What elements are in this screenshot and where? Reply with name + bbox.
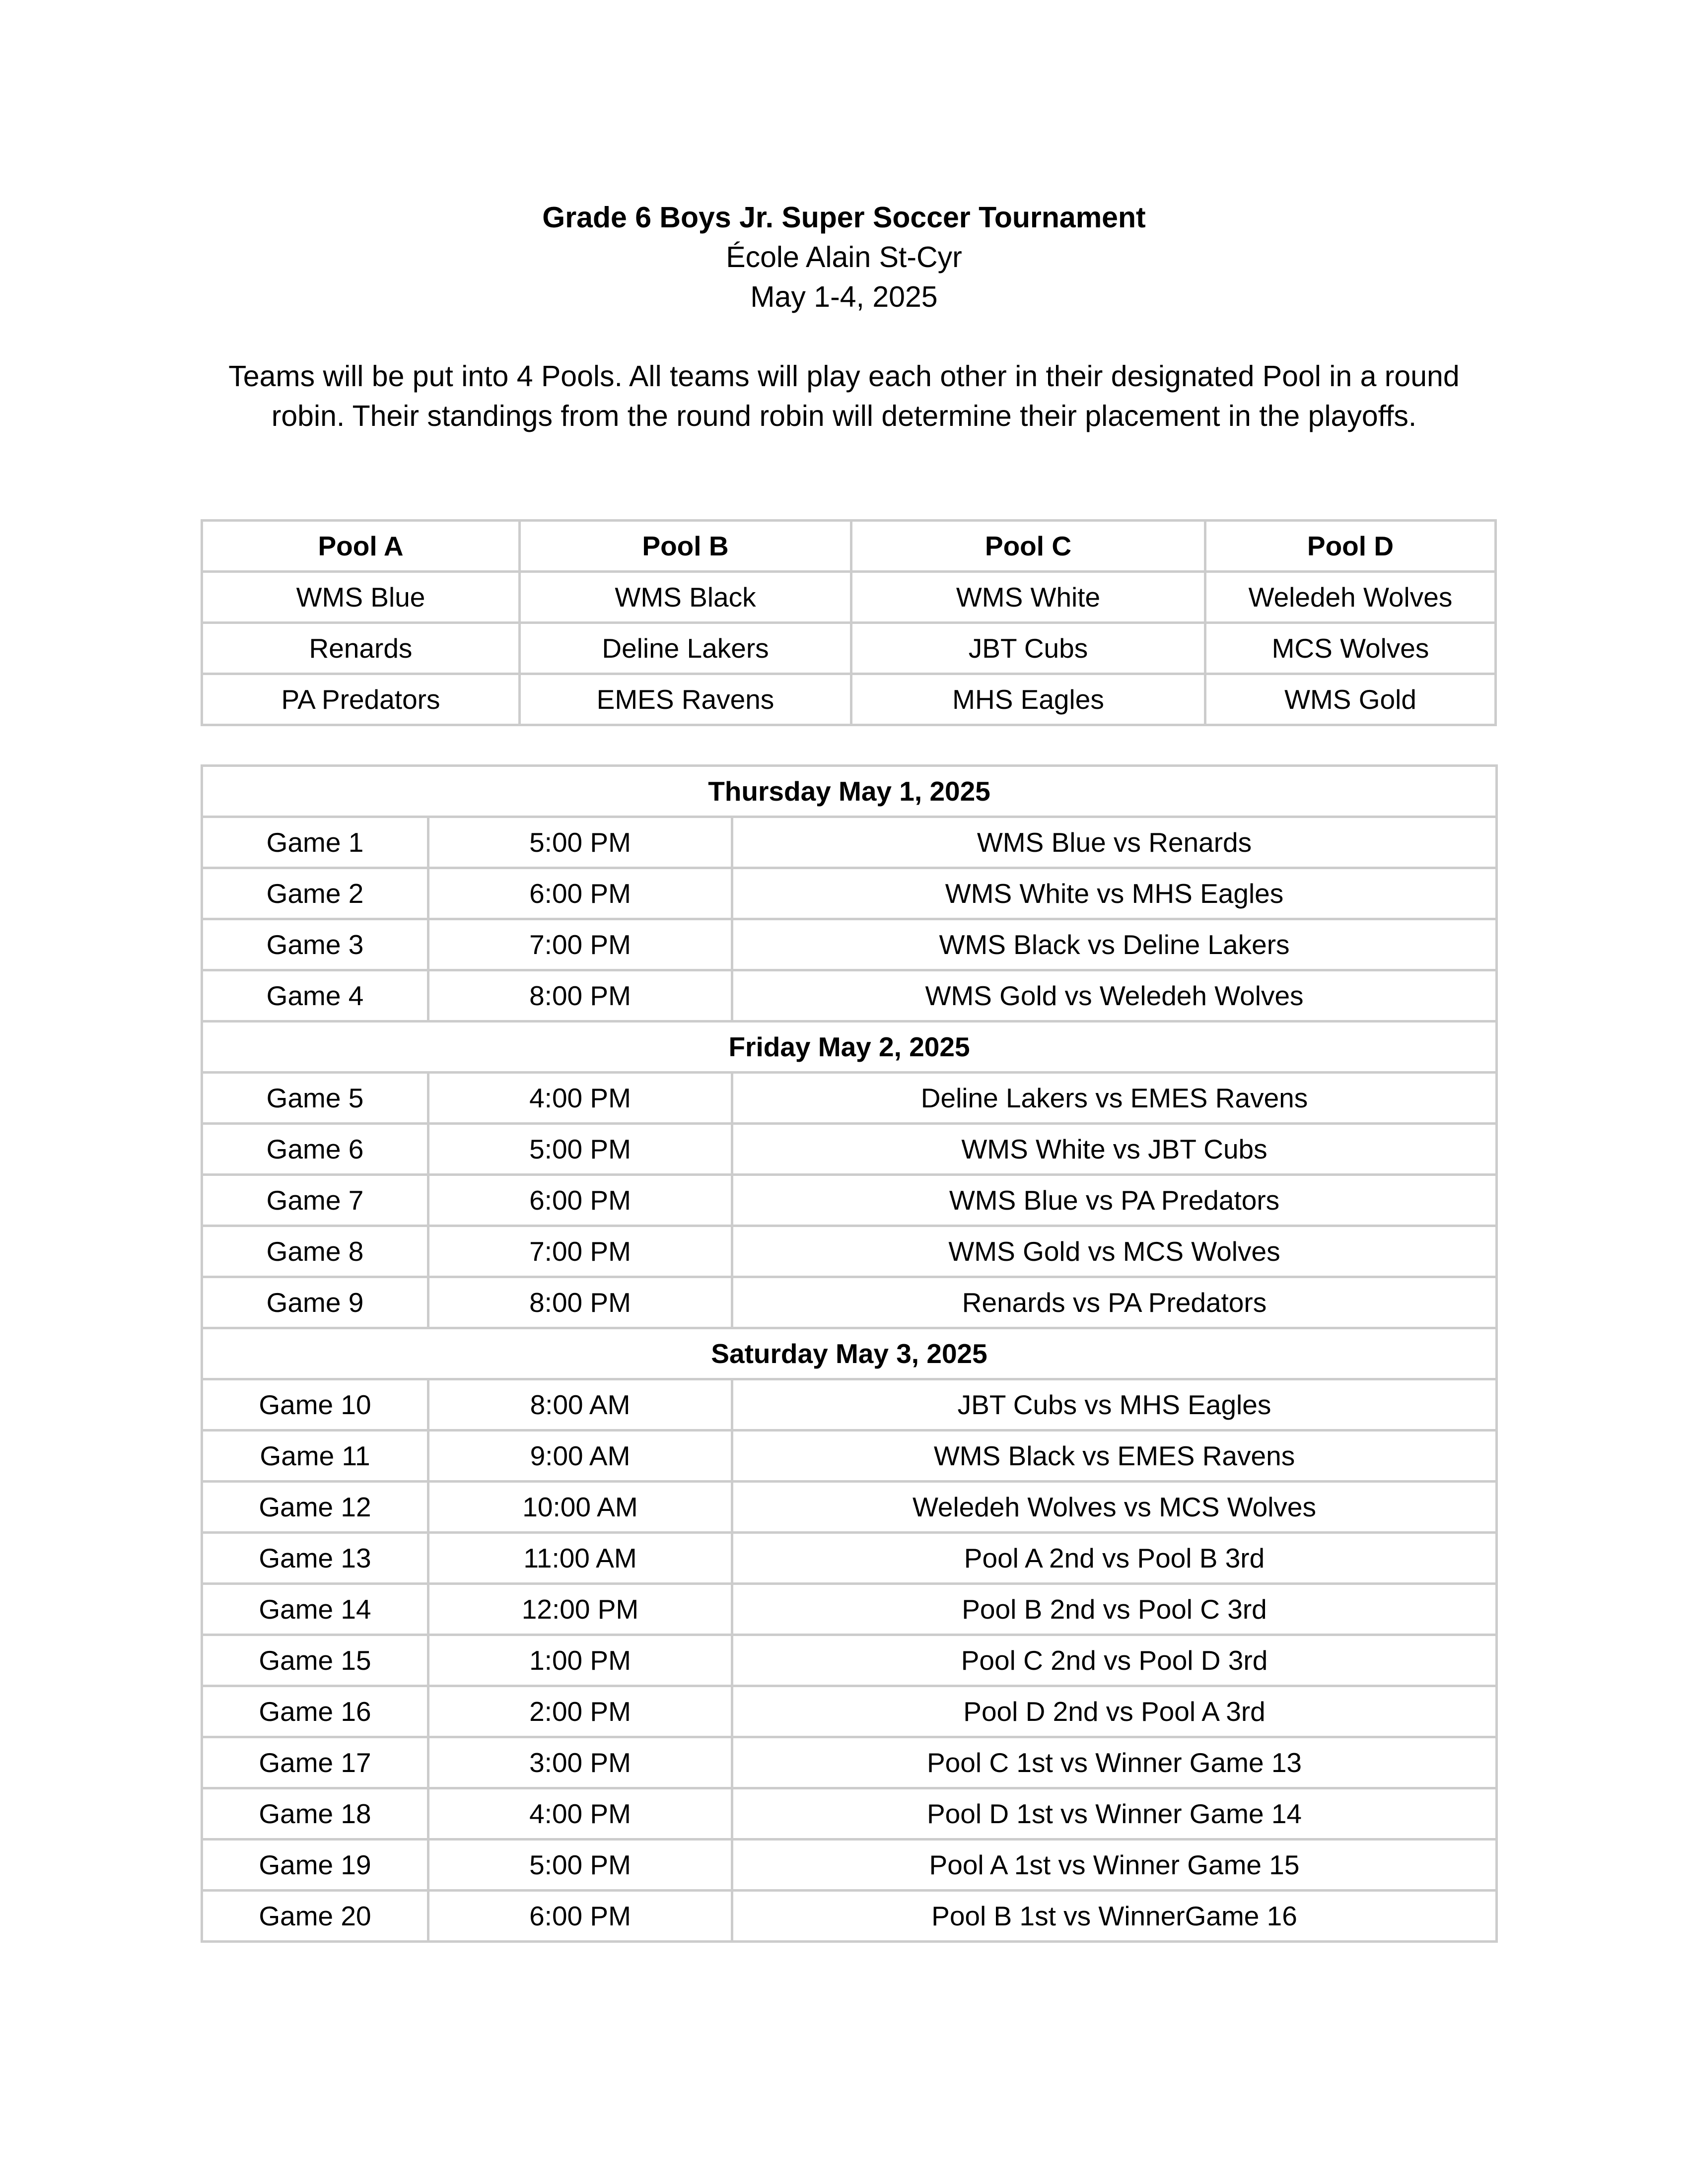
game-number: Game 18 xyxy=(202,1788,428,1840)
game-matchup: Pool A 1st vs Winner Game 15 xyxy=(732,1840,1497,1891)
game-time: 11:00 AM xyxy=(428,1533,732,1584)
pool-header: Pool B xyxy=(520,521,851,572)
game-row xyxy=(202,1431,1497,1482)
game-number: Game 1 xyxy=(202,817,428,868)
day-header-row xyxy=(202,1328,1497,1379)
day-header-row xyxy=(202,1022,1497,1073)
game-time: 10:00 AM xyxy=(428,1482,732,1533)
game-matchup: Pool B 2nd vs Pool C 3rd xyxy=(732,1584,1497,1635)
game-row xyxy=(202,1073,1497,1124)
game-number: Game 10 xyxy=(202,1379,428,1431)
game-row xyxy=(202,1840,1497,1891)
game-row xyxy=(202,1635,1497,1686)
game-number: Game 3 xyxy=(202,919,428,970)
game-matchup: WMS Gold vs Weledeh Wolves xyxy=(732,970,1497,1022)
schedule-body xyxy=(202,766,1497,1942)
game-time: 9:00 AM xyxy=(428,1431,732,1482)
game-row xyxy=(202,970,1497,1022)
game-time: 7:00 PM xyxy=(428,1226,732,1277)
game-time: 5:00 PM xyxy=(428,1124,732,1175)
pool-team-cell: JBT Cubs xyxy=(851,623,1205,674)
game-time: 3:00 PM xyxy=(428,1737,732,1788)
pool-team-cell: MCS Wolves xyxy=(1205,623,1496,674)
game-row xyxy=(202,1124,1497,1175)
game-time: 1:00 PM xyxy=(428,1635,732,1686)
pools-header-row xyxy=(202,521,1496,572)
game-row xyxy=(202,1379,1497,1431)
game-matchup: Pool C 1st vs Winner Game 13 xyxy=(732,1737,1497,1788)
game-row xyxy=(202,919,1497,970)
game-row xyxy=(202,868,1497,919)
schedule-table xyxy=(201,764,1498,1943)
day-header-row xyxy=(202,766,1497,817)
pool-header: Pool D xyxy=(1205,521,1496,572)
game-number: Game 19 xyxy=(202,1840,428,1891)
game-matchup: WMS Blue vs PA Predators xyxy=(732,1175,1497,1226)
game-matchup: Pool C 2nd vs Pool D 3rd xyxy=(732,1635,1497,1686)
game-time: 5:00 PM xyxy=(428,1840,732,1891)
pool-header: Pool A xyxy=(202,521,520,572)
pools-row xyxy=(202,572,1496,623)
game-time: 6:00 PM xyxy=(428,1175,732,1226)
game-row xyxy=(202,1277,1497,1328)
game-matchup: Deline Lakers vs EMES Ravens xyxy=(732,1073,1497,1124)
game-number: Game 5 xyxy=(202,1073,428,1124)
game-number: Game 8 xyxy=(202,1226,428,1277)
game-matchup: Renards vs PA Predators xyxy=(732,1277,1497,1328)
game-matchup: WMS Blue vs Renards xyxy=(732,817,1497,868)
game-time: 5:00 PM xyxy=(428,817,732,868)
pool-team-cell: Deline Lakers xyxy=(520,623,851,674)
pool-team-cell: WMS Blue xyxy=(202,572,520,623)
game-row xyxy=(202,1686,1497,1737)
pool-team-cell: Weledeh Wolves xyxy=(1205,572,1496,623)
school-name: École Alain St-Cyr xyxy=(726,241,962,273)
game-row xyxy=(202,1788,1497,1840)
game-matchup: WMS Black vs Deline Lakers xyxy=(732,919,1497,970)
game-number: Game 17 xyxy=(202,1737,428,1788)
pool-team-cell: MHS Eagles xyxy=(851,674,1205,725)
game-matchup: WMS Gold vs MCS Wolves xyxy=(732,1226,1497,1277)
game-time: 2:00 PM xyxy=(428,1686,732,1737)
intro-line: Teams will be put into 4 Pools. All teams will play each other in their designated Pool in a round xyxy=(228,360,1460,393)
game-time: 8:00 AM xyxy=(428,1379,732,1431)
game-number: Game 12 xyxy=(202,1482,428,1533)
game-time: 6:00 PM xyxy=(428,868,732,919)
game-time: 8:00 PM xyxy=(428,1277,732,1328)
day-header: Thursday May 1, 2025 xyxy=(202,766,1497,817)
game-time: 6:00 PM xyxy=(428,1891,732,1942)
intro-paragraph xyxy=(0,356,1688,436)
game-number: Game 13 xyxy=(202,1533,428,1584)
game-row xyxy=(202,1226,1497,1277)
game-matchup: JBT Cubs vs MHS Eagles xyxy=(732,1379,1497,1431)
game-time: 7:00 PM xyxy=(428,919,732,970)
pool-team-cell: WMS White xyxy=(851,572,1205,623)
game-row xyxy=(202,1584,1497,1635)
game-number: Game 6 xyxy=(202,1124,428,1175)
game-number: Game 16 xyxy=(202,1686,428,1737)
day-header: Saturday May 3, 2025 xyxy=(202,1328,1497,1379)
pool-team-cell: PA Predators xyxy=(202,674,520,725)
tournament-title: Grade 6 Boys Jr. Super Soccer Tournament xyxy=(542,201,1146,234)
game-matchup: Pool D 1st vs Winner Game 14 xyxy=(732,1788,1497,1840)
game-row xyxy=(202,1482,1497,1533)
game-row xyxy=(202,1891,1497,1942)
game-time: 4:00 PM xyxy=(428,1073,732,1124)
pool-team-cell: WMS Gold xyxy=(1205,674,1496,725)
game-time: 4:00 PM xyxy=(428,1788,732,1840)
game-number: Game 15 xyxy=(202,1635,428,1686)
pool-team-cell: EMES Ravens xyxy=(520,674,851,725)
game-row xyxy=(202,817,1497,868)
pool-header: Pool C xyxy=(851,521,1205,572)
document-header xyxy=(0,198,1688,317)
pool-team-cell: Renards xyxy=(202,623,520,674)
game-number: Game 2 xyxy=(202,868,428,919)
game-matchup: Pool B 1st vs WinnerGame 16 xyxy=(732,1891,1497,1942)
game-matchup: Pool D 2nd vs Pool A 3rd xyxy=(732,1686,1497,1737)
pools-row xyxy=(202,623,1496,674)
game-number: Game 9 xyxy=(202,1277,428,1328)
pools-row xyxy=(202,674,1496,725)
pool-team-cell: WMS Black xyxy=(520,572,851,623)
game-number: Game 11 xyxy=(202,1431,428,1482)
pools-table xyxy=(201,519,1497,726)
tournament-dates: May 1-4, 2025 xyxy=(750,280,938,313)
game-matchup: Weledeh Wolves vs MCS Wolves xyxy=(732,1482,1497,1533)
game-number: Game 7 xyxy=(202,1175,428,1226)
intro-line: robin. Their standings from the round robin will determine their placement in the playoffs. xyxy=(271,400,1417,432)
game-matchup: WMS White vs MHS Eagles xyxy=(732,868,1497,919)
game-row xyxy=(202,1737,1497,1788)
game-time: 8:00 PM xyxy=(428,970,732,1022)
game-row xyxy=(202,1533,1497,1584)
game-matchup: WMS Black vs EMES Ravens xyxy=(732,1431,1497,1482)
game-matchup: Pool A 2nd vs Pool B 3rd xyxy=(732,1533,1497,1584)
game-number: Game 20 xyxy=(202,1891,428,1942)
day-header: Friday May 2, 2025 xyxy=(202,1022,1497,1073)
game-matchup: WMS White vs JBT Cubs xyxy=(732,1124,1497,1175)
game-row xyxy=(202,1175,1497,1226)
game-number: Game 4 xyxy=(202,970,428,1022)
game-time: 12:00 PM xyxy=(428,1584,732,1635)
game-number: Game 14 xyxy=(202,1584,428,1635)
